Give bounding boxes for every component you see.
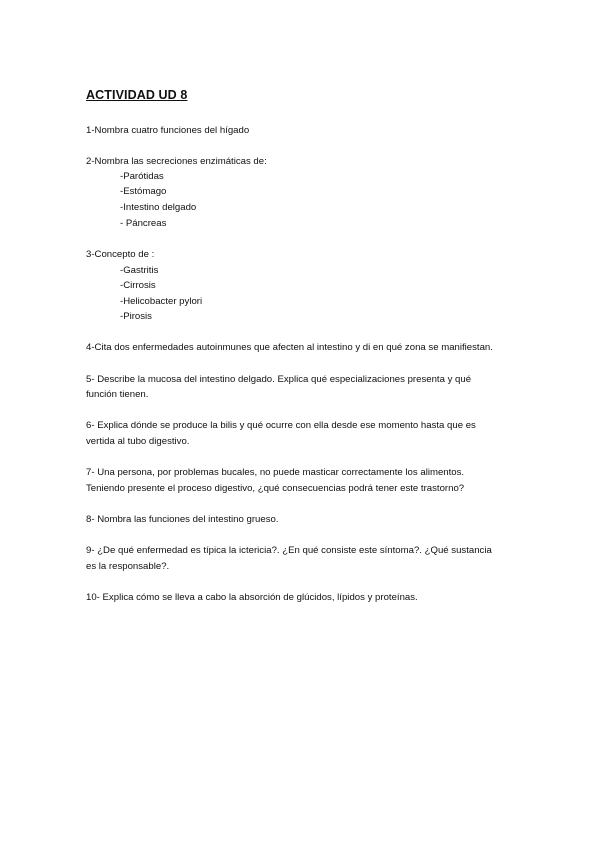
question-7-line-2: Teniendo presente el proceso digestivo, ¿qué consecuencias podrá tener este trastorno? bbox=[86, 483, 465, 494]
question-3-item: -Pirosis bbox=[120, 311, 152, 322]
question-2-item: - Páncreas bbox=[120, 218, 167, 229]
question-1: 1-Nombra cuatro funciones del hígado bbox=[86, 125, 250, 136]
question-3: 3-Concepto de : bbox=[86, 249, 155, 260]
question-2-item: -Parótidas bbox=[120, 171, 164, 182]
question-9-line-2: es la responsable?. bbox=[86, 561, 170, 572]
question-2: 2-Nombra las secreciones enzimáticas de: bbox=[86, 156, 267, 167]
question-2-item: -Estómago bbox=[120, 186, 167, 197]
question-10: 10- Explica cómo se lleva a cabo la absorción de glúcidos, lípidos y proteínas. bbox=[86, 592, 418, 603]
question-6-line-2: vertida al tubo digestivo. bbox=[86, 436, 190, 447]
question-3-item: -Cirrosis bbox=[120, 280, 156, 291]
document-title: ACTIVIDAD UD 8 bbox=[86, 88, 188, 102]
question-3-item: -Helicobacter pylori bbox=[120, 296, 203, 307]
question-2-item: -Intestino delgado bbox=[120, 202, 197, 213]
question-8: 8- Nombra las funciones del intestino grueso. bbox=[86, 514, 279, 525]
question-3-item: -Gastritis bbox=[120, 265, 159, 276]
question-6-line-1: 6- Explica dónde se produce la bilis y qué ocurre con ella desde ese momento hasta que es bbox=[86, 420, 476, 431]
question-9-line-1: 9- ¿De qué enfermedad es típica la ictericia?. ¿En qué consiste este síntoma?. ¿Qué sustancia bbox=[86, 545, 492, 556]
question-5-line-1: 5- Describe la mucosa del intestino delgado. Explica qué especializaciones presenta y qué bbox=[86, 374, 472, 385]
question-4: 4-Cita dos enfermedades autoinmunes que afecten al intestino y di en qué zona se manifiestan. bbox=[86, 342, 493, 353]
question-7-line-1: 7- Una persona, por problemas bucales, no puede masticar correctamente los alimentos. bbox=[86, 467, 465, 478]
question-5-line-2: función tienen. bbox=[86, 389, 149, 400]
